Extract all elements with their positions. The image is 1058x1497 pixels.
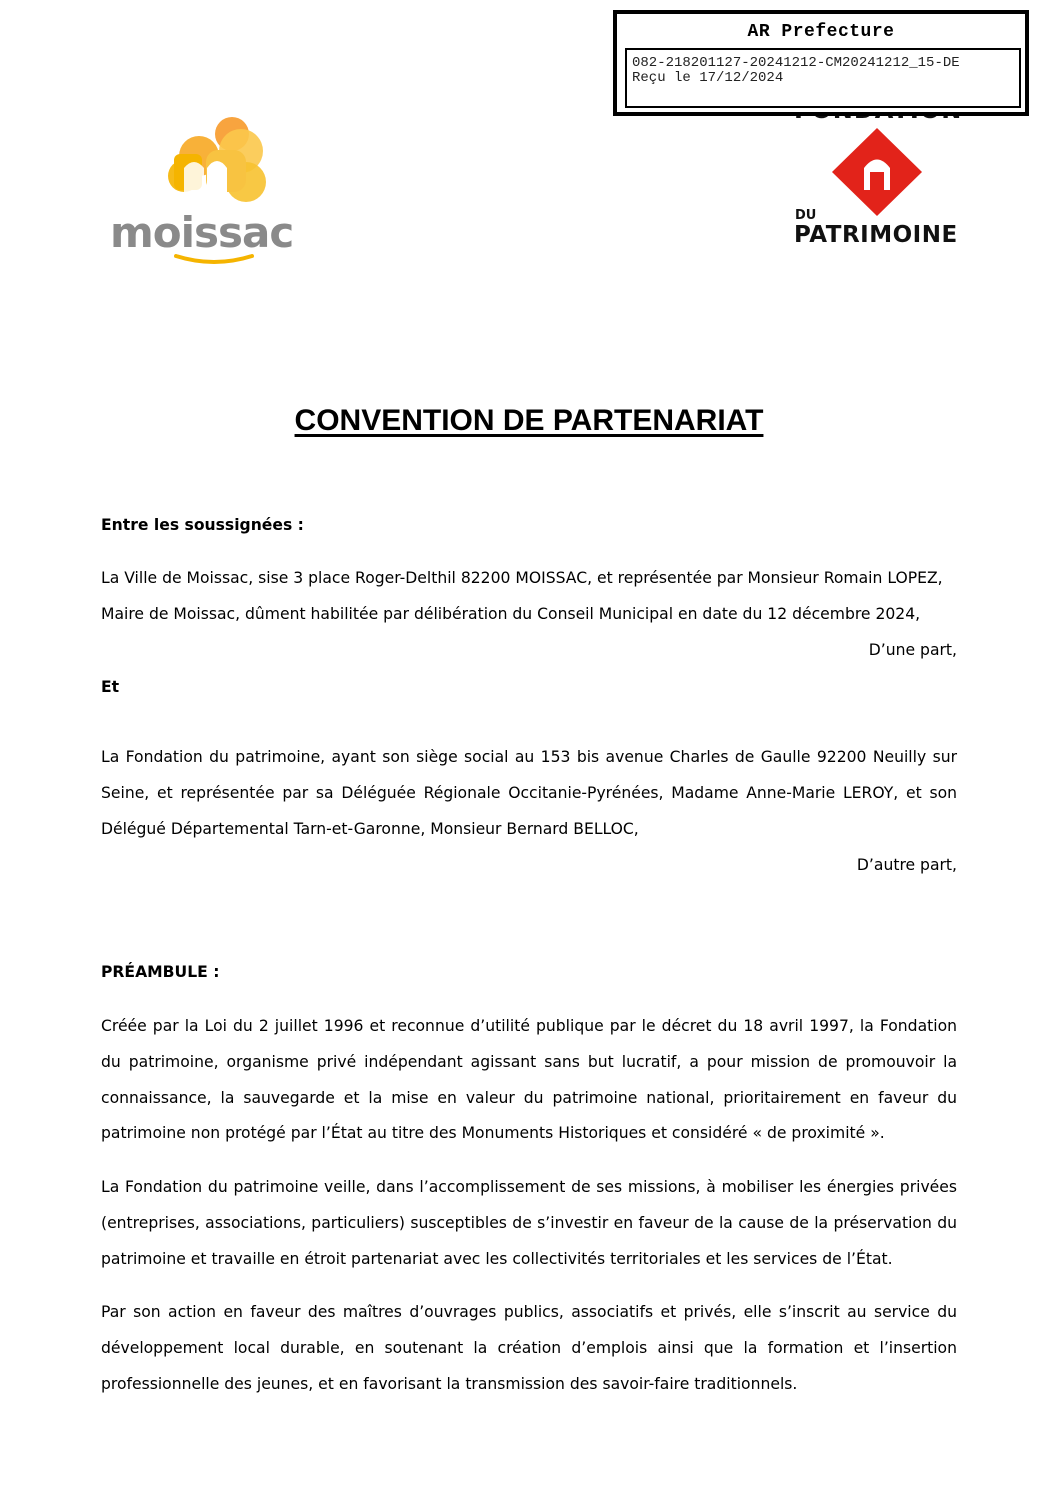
stamp-received-date: Reçu le 17/12/2024 (632, 70, 784, 86)
preamble-heading: PRÉAMBULE : (101, 963, 220, 981)
preamble-paragraph-1: Créée par la Loi du 2 juillet 1996 et reconnue d’utilité publique par le décret du 18 avril 1997, la Fondation du patrimoine, organisme privé indépendant agissant sans but lucratif, a pour mission de promouvoir la connaissance, la sauvegarde et la mise en valeur du patrimoine national, prioritairement en faveur du patrimoine non protégé par l’État au titre des Monuments Historiques et considéré « de proximité ». (101, 1017, 957, 1143)
stamp-details (625, 48, 1021, 108)
party1-line1: La Ville de Moissac, sise 3 place Roger-Delthil 82200 MOISSAC, et représentée par Monsieur Romain LOPEZ, (101, 569, 943, 587)
moissac-logo-text: moissac (110, 208, 294, 257)
fondation-logo-du: DU (795, 208, 817, 223)
party2-paragraph: La Fondation du patrimoine, ayant son siège social au 153 bis avenue Charles de Gaulle 92200 Neuilly sur Seine, et représentée par sa Déléguée Régionale Occitanie-Pyrénées, Madame Anne-Marie LEROY, et son Délégué Départemental Tarn-et-Garonne, Monsieur Bernard BELLOC, (101, 748, 957, 838)
moissac-logo (104, 104, 314, 274)
and-label: Et (101, 678, 120, 696)
preamble-paragraph-3: Par son action en faveur des maîtres d’ouvrages publics, associatifs et privés, elle s’inscrit au service du développement local durable, en soutenant la création d’emplois ainsi que la formation et l’insertion professionnelle des jeunes, et en favorisant la transmission des savoir-faire traditionnels. (101, 1303, 957, 1393)
between-heading: Entre les soussignées : (101, 516, 304, 534)
stamp-title: AR Prefecture (747, 22, 895, 42)
fondation-patrimoine-logo (790, 96, 965, 256)
party1-tag: D’une part, (868, 641, 957, 659)
fondation-logo-bottom-text: PATRIMOINE (794, 222, 958, 248)
page-title: CONVENTION DE PARTENARIAT (294, 404, 764, 437)
preamble-paragraph-2: La Fondation du patrimoine veille, dans l’accomplissement de ses missions, à mobiliser les énergies privées (entreprises, associations, particuliers) susceptibles de s’investir en faveur de la cause de la préservation du patrimoine et travaille en étroit partenariat avec les collectivités territoriales et les services de l’État. (101, 1178, 957, 1268)
party2-tag: D’autre part, (856, 856, 957, 874)
stamp-reference: 082-218201127-20241212-CM20241212_15-DE (632, 55, 960, 71)
party1-line2: Maire de Moissac, dûment habilitée par délibération du Conseil Municipal en date du 12 décembre 2024, (101, 605, 921, 623)
prefecture-stamp (613, 10, 1029, 116)
